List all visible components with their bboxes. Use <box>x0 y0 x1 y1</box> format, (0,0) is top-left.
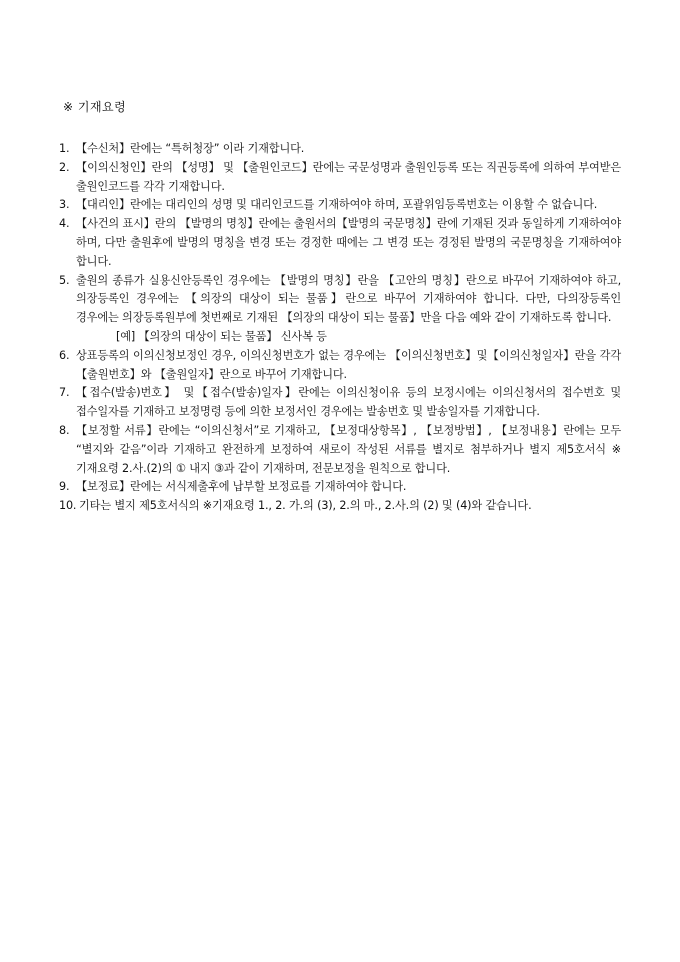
item-text: 【이의신청인】란의 【성명】 및 【출원인코드】란에는 국문성명과 출원인등록 또는 직권등록에 의하여 부여받은 출원인코드를 각각 기재합니다. <box>76 160 621 193</box>
item-number: 6. <box>59 348 70 362</box>
item-number: 1. <box>59 142 70 155</box>
item-text: 상표등록의 이의신청보정인 경우, 이의신청번호가 없는 경우에는 【이의신청번호】및【이의신청일자】란을 각각 【출원번호】와 【출원일자】란으로 바꾸어 기재합니다. <box>76 348 621 381</box>
item-text: 【대리인】란에는 대리인의 성명 및 대리인코드를 기재하여야 하며, 포괄위임등록번호는 이용할 수 없습니다. <box>76 198 598 212</box>
instruction-item-9 <box>59 478 621 497</box>
item-text: 【보정할 서류】란에는 “이의신청서”로 기재하고, 【보정대상항목】, 【보정방법】, 【보정내용】란에는 모두 “별지와 같음”이라 기재하고 완전하게 보정하여 새로이 작성된 서류를 별지로 첨부하거나 별지 제5호서식 ※기재요령 2.사.(2)의 ① 내지 ③과 같이 기재하며, 전문보정을 원칙으로 합니다. <box>76 423 621 475</box>
item-number: 4. <box>59 217 70 231</box>
instruction-item-3 <box>59 196 621 215</box>
instruction-item-4 <box>59 215 621 271</box>
item-number: 2. <box>59 160 70 174</box>
item-number: 8. <box>59 423 70 437</box>
item-number: 10. <box>59 499 77 513</box>
item-text: 【보정료】란에는 서식제출후에 납부할 보정료를 기재하여야 합니다. <box>76 480 407 494</box>
item-number: 7. <box>59 386 70 400</box>
item-text: 【사건의 표시】란의 【발명의 명칭】란에는 출원서의【발명의 국문명칭】란에 기재된 것과 동일하게 기재하여야 하며, 다만 출원후에 발명의 명칭을 변경 또는 경정한 때에는 그 변경 또는 경정된 발명의 국문명칭을 기재하여야 합니다. <box>76 217 621 268</box>
instruction-item-2 <box>59 159 621 197</box>
instruction-item-5 <box>59 272 621 347</box>
item-example: [예] 【의장의 대상이 되는 물품】 신사복 등 <box>116 329 327 343</box>
item-number: 5. <box>59 273 70 287</box>
item-number: 3. <box>59 198 70 212</box>
instructions-list <box>59 140 621 516</box>
item-number: 9. <box>59 480 70 494</box>
instruction-item-10 <box>59 497 621 516</box>
item-text: 출원의 종류가 실용신안등록인 경우에는 【발명의 명칭】란을 【고안의 명칭】란으로 바꾸어 기재하여야 하고, 의장등록인 경우에는 【의장의 대상이 되는 물품】란으로 바꾸어 기재하여야 합니다. 다만, 다의장등록인 경우에는 의장등록원부에 첫번째로 기재된 【의장의 대상이 되는 물품】만을 다음 예와 같이 기재하도록 합니다. <box>76 273 621 325</box>
instruction-item-7 <box>59 384 621 422</box>
instruction-item-8 <box>59 422 621 478</box>
item-text: 기타는 별지 제5호서식의 ※기재요령 1., 2. 가.의 (3), 2.의 마., 2.사.의 (2) 및 (4)와 같습니다. <box>79 499 532 513</box>
instructions-heading: ※ 기재요령 <box>63 100 127 114</box>
instruction-item-6 <box>59 347 621 385</box>
item-text: 【접수(발송)번호】 및【접수(발송)일자】란에는 이의신청이유 등의 보정시에는 이의신청서의 접수번호 및 접수일자를 기재하고 보정명령 등에 의한 보정서인 경우에는 발송번호 및 발송일자를 기재합니다. <box>76 386 621 419</box>
instruction-item-1 <box>59 140 621 159</box>
item-text: 【수신처】란에는 “특허청장” 이라 기재합니다. <box>76 142 305 155</box>
